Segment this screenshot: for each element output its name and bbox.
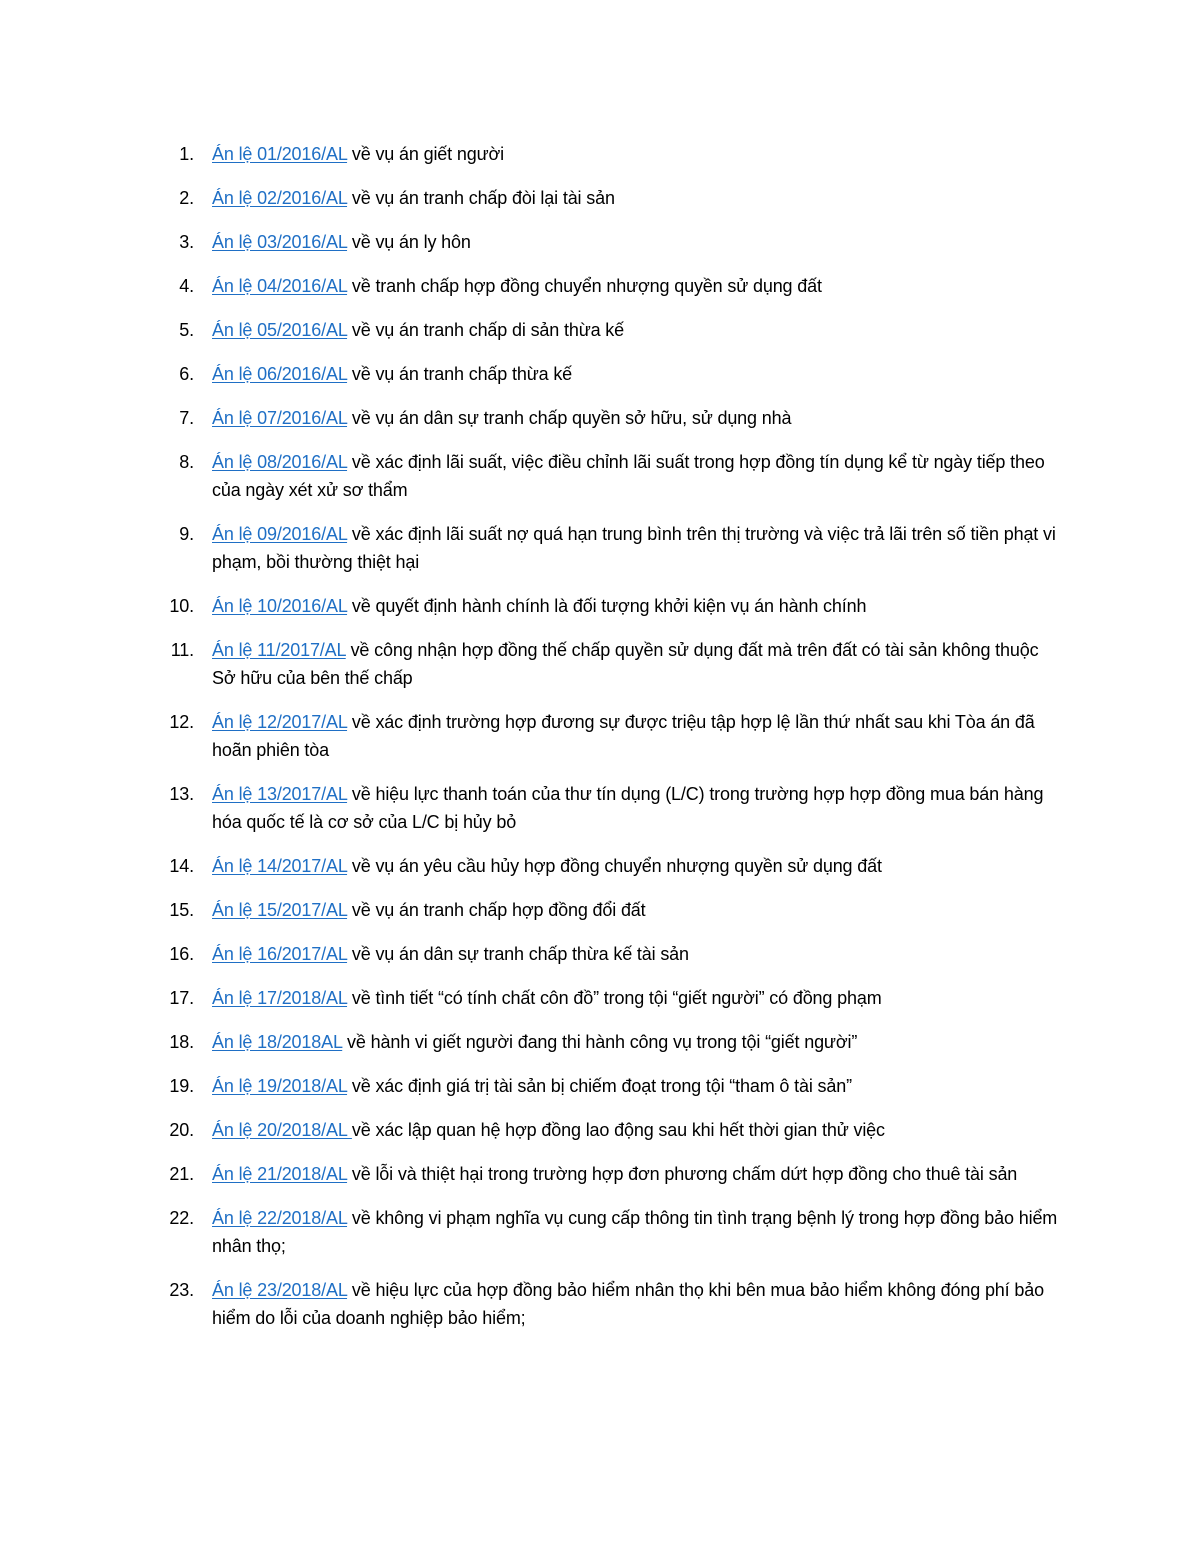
list-item-number: 18. [169, 1032, 194, 1052]
list-item [0, 520, 1062, 576]
list-item [0, 636, 1062, 692]
precedent-description: về xác định lãi suất nợ quá hạn trung bình trên thị trường và việc trả lãi trên số tiền phạt vi phạm, bồi thường thiệt hại [212, 524, 1056, 572]
precedent-link[interactable]: Án lệ 15/2017/AL [212, 900, 348, 920]
precedent-link[interactable]: Án lệ 12/2017/AL [212, 712, 348, 732]
list-item [0, 1116, 1062, 1144]
precedent-description: về không vi phạm nghĩa vụ cung cấp thông tin tình trạng bệnh lý trong hợp đồng bảo hiểm nhân thọ; [212, 1208, 1058, 1256]
list-item-number: 5. [179, 320, 194, 340]
list-item [0, 448, 1062, 504]
precedent-description: về hiệu lực của hợp đồng bảo hiểm nhân thọ khi bên mua bảo hiểm không đóng phí bảo hiểm do lỗi của doanh nghiệp bảo hiểm; [212, 1280, 1044, 1328]
precedent-description: về vụ án dân sự tranh chấp quyền sở hữu, sử dụng nhà [347, 408, 792, 428]
precedent-link[interactable]: Án lệ 11/2017/AL [212, 640, 346, 660]
precedent-link[interactable]: Án lệ 05/2016/AL [212, 320, 348, 340]
list-item-number: 20. [169, 1120, 194, 1140]
precedent-description: về vụ án dân sự tranh chấp thừa kế tài sản [347, 944, 689, 964]
list-item [0, 272, 1062, 300]
precedent-link[interactable]: Án lệ 17/2018/AL [212, 988, 348, 1008]
list-item-number: 12. [169, 712, 194, 732]
precedent-link[interactable]: Án lệ 08/2016/AL [212, 452, 348, 472]
list-item-number: 15. [169, 900, 194, 920]
list-item-number: 4. [179, 276, 194, 296]
list-item-number: 8. [179, 452, 194, 472]
precedent-link[interactable]: Án lệ 04/2016/AL [212, 276, 348, 296]
list-item [0, 592, 1062, 620]
list-item-number: 16. [169, 944, 194, 964]
precedent-link[interactable]: Án lệ 23/2018/AL [212, 1280, 348, 1300]
precedent-description: về xác định lãi suất, việc điều chỉnh lãi suất trong hợp đồng tín dụng kể từ ngày tiếp theo của ngày xét xử sơ thẩm [212, 452, 1045, 500]
precedent-list [0, 140, 1200, 1348]
list-item-number: 11. [170, 640, 194, 660]
list-item-number: 3. [179, 232, 194, 252]
list-item-number: 21. [169, 1164, 194, 1184]
list-item [0, 1160, 1062, 1188]
list-item [0, 780, 1062, 836]
precedent-link[interactable]: Án lệ 09/2016/AL [212, 524, 348, 544]
precedent-link[interactable]: Án lệ 01/2016/AL [212, 144, 348, 164]
precedent-link[interactable]: Án lệ 13/2017/AL [212, 784, 348, 804]
list-item-number: 2. [179, 188, 194, 208]
precedent-description: về xác lập quan hệ hợp đồng lao động sau khi hết thời gian thử việc [351, 1120, 885, 1140]
precedent-link[interactable]: Án lệ 07/2016/AL [212, 408, 348, 428]
precedent-link[interactable]: Án lệ 22/2018/AL [212, 1208, 348, 1228]
list-item [0, 852, 1062, 880]
list-item [0, 316, 1062, 344]
precedent-description: về tình tiết “có tính chất côn đồ” trong tội “giết người” có đồng phạm [347, 988, 882, 1008]
precedent-description: về lỗi và thiệt hại trong trường hợp đơn phương chấm dứt hợp đồng cho thuê tài sản [347, 1164, 1018, 1184]
list-item-number: 22. [169, 1208, 194, 1228]
list-item-number: 10. [169, 596, 194, 616]
precedent-description: về công nhận hợp đồng thế chấp quyền sử dụng đất mà trên đất có tài sản không thuộc Sở hữu của bên thế chấp [212, 640, 1039, 688]
list-item-number: 9. [179, 524, 194, 544]
list-item [0, 140, 1062, 168]
precedent-description: về vụ án tranh chấp đòi lại tài sản [347, 188, 615, 208]
list-item-number: 6. [179, 364, 194, 384]
list-item-number: 1. [179, 144, 194, 164]
list-item-number: 19. [169, 1076, 194, 1096]
list-item [0, 360, 1062, 388]
precedent-description: về quyết định hành chính là đối tượng khởi kiện vụ án hành chính [347, 596, 867, 616]
list-item-number: 23. [169, 1280, 194, 1300]
precedent-description: về xác định trường hợp đương sự được triệu tập hợp lệ lần thứ nhất sau khi Tòa án đã hoãn phiên tòa [212, 712, 1035, 760]
precedent-description: về vụ án tranh chấp di sản thừa kế [347, 320, 625, 340]
list-item-number: 17. [169, 988, 194, 1008]
precedent-link[interactable]: Án lệ 16/2017/AL [212, 944, 348, 964]
precedent-description: về vụ án tranh chấp hợp đồng đổi đất [347, 900, 646, 920]
precedent-description: về xác định giá trị tài sản bị chiếm đoạt trong tội “tham ô tài sản” [347, 1076, 852, 1096]
list-item [0, 1204, 1062, 1260]
list-item-number: 7. [179, 408, 194, 428]
list-item [0, 984, 1062, 1012]
list-item-number: 14. [169, 856, 194, 876]
list-item [0, 708, 1062, 764]
list-item [0, 1276, 1062, 1332]
list-item-number: 13. [169, 784, 194, 804]
list-item [0, 1028, 1062, 1056]
list-item [0, 184, 1062, 212]
precedent-link[interactable]: Án lệ 21/2018/AL [212, 1164, 348, 1184]
precedent-description: về vụ án yêu cầu hủy hợp đồng chuyển nhượng quyền sử dụng đất [347, 856, 882, 876]
precedent-link[interactable]: Án lệ 06/2016/AL [212, 364, 348, 384]
precedent-link[interactable]: Án lệ 19/2018/AL [212, 1076, 348, 1096]
precedent-link[interactable]: Án lệ 03/2016/AL [212, 232, 348, 252]
precedent-description: về vụ án ly hôn [347, 232, 471, 252]
precedent-description: về hành vi giết người đang thi hành công vụ trong tội “giết người” [342, 1032, 858, 1052]
list-item [0, 896, 1062, 924]
precedent-link[interactable]: Án lệ 10/2016/AL [212, 596, 348, 616]
precedent-link[interactable]: Án lệ 20/2018/AL [212, 1120, 352, 1140]
list-item [0, 404, 1062, 432]
precedent-description: về tranh chấp hợp đồng chuyển nhượng quyền sử dụng đất [347, 276, 822, 296]
list-item [0, 940, 1062, 968]
precedent-description: về vụ án tranh chấp thừa kế [347, 364, 573, 384]
precedent-description: về hiệu lực thanh toán của thư tín dụng (L/C) trong trường hợp hợp đồng mua bán hàng hóa quốc tế là cơ sở của L/C bị hủy bỏ [212, 784, 1044, 832]
precedent-link[interactable]: Án lệ 18/2018AL [212, 1032, 343, 1052]
precedent-link[interactable]: Án lệ 14/2017/AL [212, 856, 348, 876]
precedent-description: về vụ án giết người [347, 144, 504, 164]
list-item [0, 228, 1062, 256]
list-item [0, 1072, 1062, 1100]
precedent-link[interactable]: Án lệ 02/2016/AL [212, 188, 348, 208]
